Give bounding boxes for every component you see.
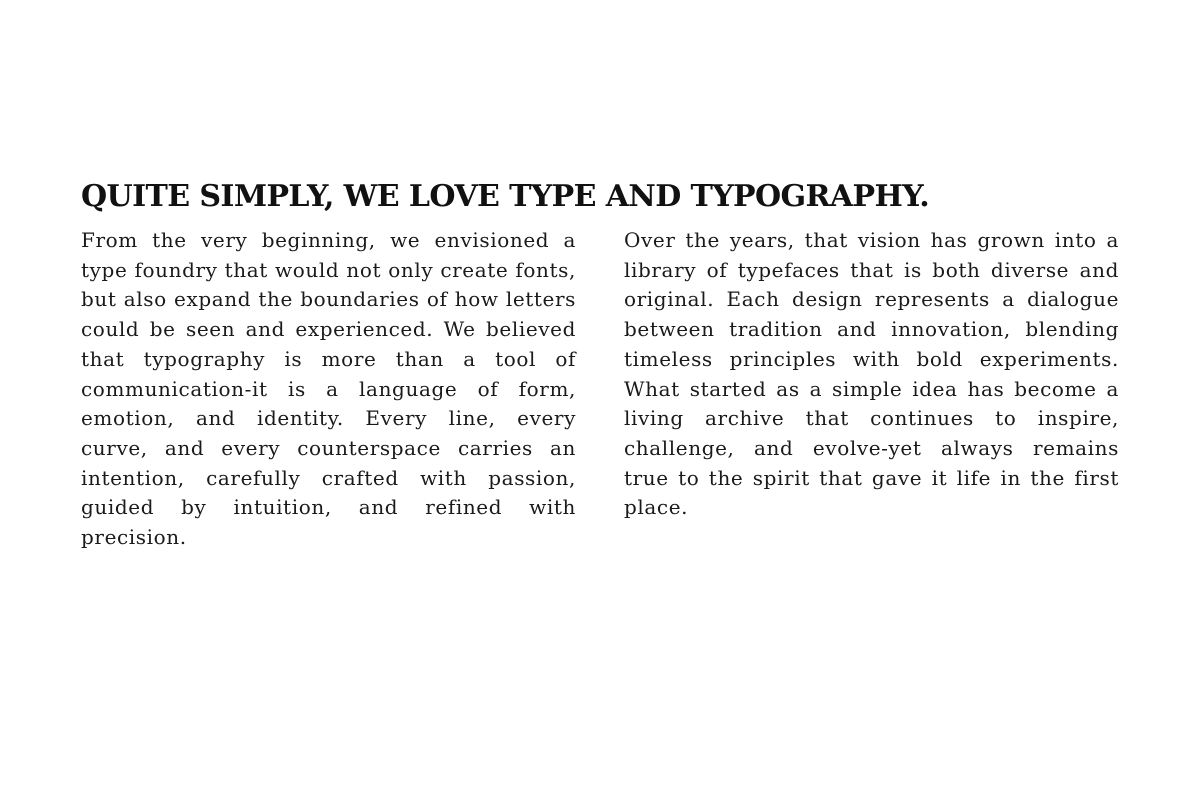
paragraph-right: Over the years, that vision has grown into a library of typefaces that is both diverse and original. Each design represents a dialogue between tradition and innovation, blending timeless principles with bold experiments. What started as a simple idea has become a living archive that continues to inspire, challenge, and evolve-yet always remains true to the spirit that gave it life in the first place. <box>624 228 1119 520</box>
article <box>81 178 1119 553</box>
text-columns <box>81 226 1119 553</box>
paragraph-left: From the very beginning, we envisioned a type foundry that would not only create fonts, but also expand the boundaries of how letters could be seen and experienced. We believed that typography is more than a tool of communication-it is a language of form, emotion, and identity. Every line, every curve, and every counterspace carries an intention, carefully crafted with passion, guided by intuition, and refined with precision. <box>81 228 576 550</box>
page-title: QUITE SIMPLY, WE LOVE TYPE AND TYPOGRAPHY. <box>81 179 930 214</box>
